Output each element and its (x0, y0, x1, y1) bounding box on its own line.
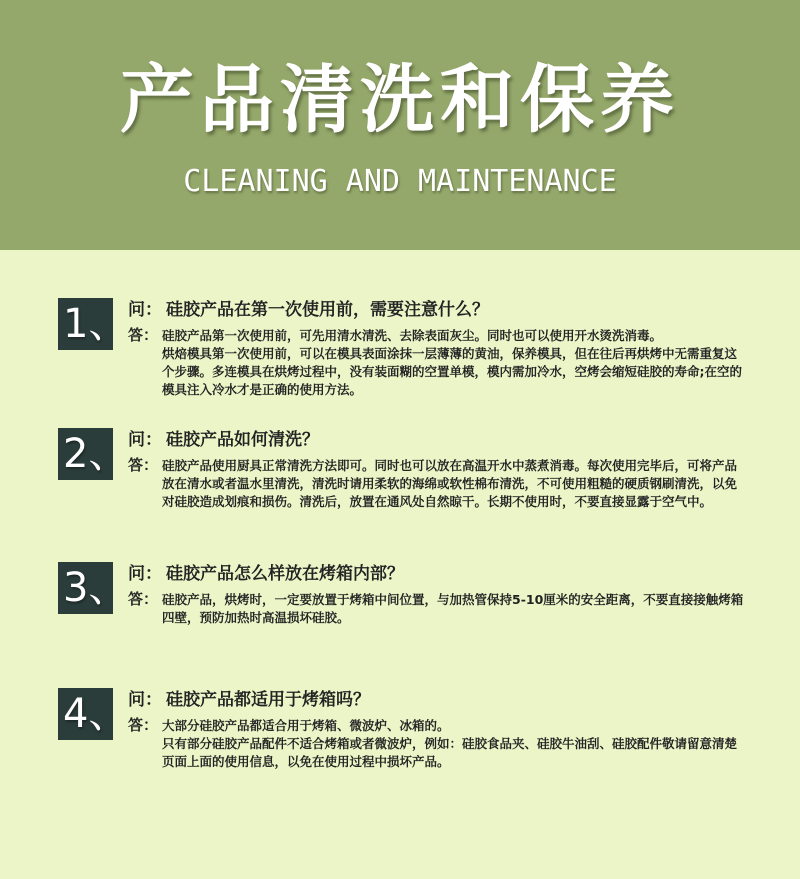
question-text: 硅胶产品都适用于烤箱吗？ (166, 690, 370, 710)
answer-text (162, 327, 747, 399)
answer-text (162, 457, 747, 511)
answer-label: 答： (128, 456, 159, 474)
number-label: 3、 (63, 565, 129, 611)
header-banner (0, 0, 800, 250)
number-label: 2、 (63, 431, 129, 477)
question-text: 硅胶产品在第一次使用前，需要注意什么？ (166, 300, 489, 320)
answer-paragraph: 硅胶产品，烘烤时，一定要放置于烤箱中间位置，与加热管保持5-10厘米的安全距离，不要直接接触烤箱四壁，预防加热时高温损坏硅胶。 (162, 592, 744, 625)
answer-paragraph: 硅胶产品第一次使用前，可先用清水清洗、去除表面灰尘。同时也可以使用开水烫洗消毒。 (162, 328, 663, 343)
answer-label: 答： (128, 326, 159, 344)
question-label: 问： (128, 430, 162, 450)
answer-label: 答： (128, 716, 159, 734)
question-label: 问： (128, 690, 162, 710)
answer-text (162, 591, 747, 627)
answer-paragraph: 大部分硅胶产品都适合用于烤箱、微波炉、冰箱的。 (162, 718, 450, 733)
page-title: 产品清洗和保养 (120, 57, 680, 143)
number-label: 4、 (63, 691, 129, 737)
answer-paragraph: 烘焙模具第一次使用前，可以在模具表面涂抹一层薄薄的黄油，保养模具，但在往后再烘烤中无需重复这个步骤。多连模具在烘烤过程中，没有装面糊的空置单模，模内需加冷水，空烤会缩短硅胶的寿命;在空的模具注入冷水才是正确的使用方法。 (162, 346, 743, 397)
question-label: 问： (128, 564, 162, 584)
number-label: 1、 (63, 301, 129, 347)
answer-paragraph: 只有部分硅胶产品配件不适合烤箱或者微波炉，例如：硅胶食品夹、硅胶牛油刮、硅胶配件敬请留意清楚页面上面的使用信息，以免在使用过程中损坏产品。 (162, 736, 738, 769)
question-text: 硅胶产品如何清洗？ (166, 430, 319, 450)
question-text: 硅胶产品怎么样放在烤箱内部？ (166, 564, 404, 584)
answer-text (162, 717, 747, 771)
page-subtitle: CLEANING AND MAINTENANCE (183, 164, 617, 199)
answer-label: 答： (128, 590, 159, 608)
answer-paragraph: 硅胶产品使用厨具正常清洗方法即可。同时也可以放在高温开水中蒸煮消毒。每次使用完毕后，可将产品放在清水或者温水里清洗，清洗时请用柔软的海绵或软性棉布清洗，不可使用粗糙的硬质钢刷清洗，以免对硅胶造成划痕和损伤。清洗后，放置在通风处自然晾干。长期不使用时，不要直接显露于空气中。 (162, 458, 738, 509)
question-label: 问： (128, 300, 162, 320)
